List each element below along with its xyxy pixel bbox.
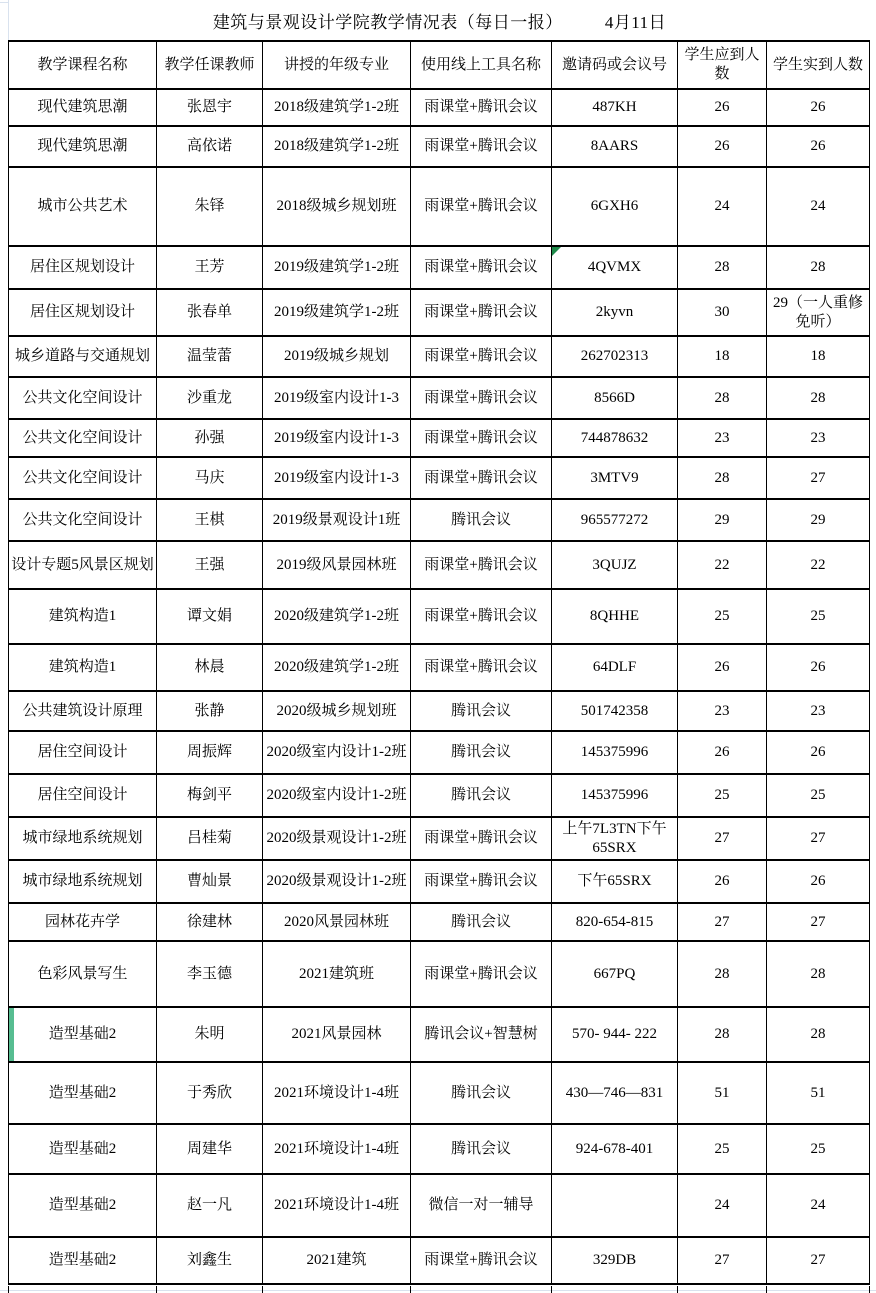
table-cell: 27 xyxy=(767,817,870,860)
table-cell: 王棋 xyxy=(157,499,263,541)
table-cell: 林晨 xyxy=(157,644,263,691)
table-cell: 28 xyxy=(678,457,767,499)
table-cell: 22 xyxy=(767,541,870,589)
table-cell: 965577272 xyxy=(552,499,678,541)
table-row xyxy=(9,1007,870,1062)
table-cell: 18 xyxy=(767,336,870,377)
table-cell: 30 xyxy=(678,289,767,336)
column-header-2: 教学任课教师 xyxy=(157,41,263,89)
table-row xyxy=(9,541,870,589)
table-cell: 27 xyxy=(678,903,767,941)
column-border-stub xyxy=(262,1286,263,1293)
table-cell: 25 xyxy=(767,589,870,644)
table-cell: 2020级建筑学1-2班 xyxy=(263,644,411,691)
table-cell: 2021环境设计1-4班 xyxy=(263,1124,411,1174)
table-cell: 园林花卉学 xyxy=(9,903,157,941)
table-cell: 4QVMX xyxy=(552,246,678,289)
table-row xyxy=(9,1062,870,1124)
table-cell: 667PQ xyxy=(552,941,678,1007)
table-cell: 24 xyxy=(678,167,767,246)
table-cell: 公共文化空间设计 xyxy=(9,457,157,499)
table-cell: 26 xyxy=(767,89,870,126)
column-header-3: 讲授的年级专业 xyxy=(263,41,411,89)
table-cell xyxy=(552,1174,678,1237)
table-cell: 雨课堂+腾讯会议 xyxy=(411,644,552,691)
table-cell: 430—746—831 xyxy=(552,1062,678,1124)
table-row xyxy=(9,941,870,1007)
table-cell: 26 xyxy=(678,731,767,774)
table-cell: 腾讯会议 xyxy=(411,731,552,774)
table-cell: 设计专题5风景区规划 xyxy=(9,541,157,589)
table-cell: 吕桂菊 xyxy=(157,817,263,860)
table-cell: 570- 944- 222 xyxy=(552,1007,678,1062)
table-cell: 腾讯会议 xyxy=(411,1124,552,1174)
table-row xyxy=(9,903,870,941)
table-cell: 城乡道路与交通规划 xyxy=(9,336,157,377)
table-cell: 2021环境设计1-4班 xyxy=(263,1062,411,1124)
table-cell: 51 xyxy=(678,1062,767,1124)
table-cell: 雨课堂+腾讯会议 xyxy=(411,589,552,644)
table-cell: 25 xyxy=(767,774,870,817)
table-cell: 3QUJZ xyxy=(552,541,678,589)
table-row xyxy=(9,731,870,774)
table-cell: 2019级景观设计1班 xyxy=(263,499,411,541)
table-cell: 2018级建筑学1-2班 xyxy=(263,89,411,126)
table-body xyxy=(9,89,870,1284)
table-cell: 2020级室内设计1-2班 xyxy=(263,774,411,817)
table-cell: 26 xyxy=(678,644,767,691)
table-cell: 刘鑫生 xyxy=(157,1237,263,1284)
column-border-stub xyxy=(677,1286,678,1293)
table-cell: 谭文娟 xyxy=(157,589,263,644)
table-cell: 145375996 xyxy=(552,731,678,774)
table-row xyxy=(9,1237,870,1284)
table-cell: 造型基础2 xyxy=(9,1007,157,1062)
table-row xyxy=(9,589,870,644)
table-cell: 于秀欣 xyxy=(157,1062,263,1124)
table-cell: 2021建筑 xyxy=(263,1237,411,1284)
table-cell: 公共文化空间设计 xyxy=(9,499,157,541)
table-row xyxy=(9,167,870,246)
table-cell: 居住空间设计 xyxy=(9,774,157,817)
table-cell: 29 xyxy=(767,499,870,541)
table-cell: 29（一人重修免听） xyxy=(767,289,870,336)
table-row xyxy=(9,774,870,817)
table-cell: 微信一对一辅导 xyxy=(411,1174,552,1237)
table-cell: 城市公共艺术 xyxy=(9,167,157,246)
column-border-stub xyxy=(156,1286,157,1293)
table-cell: 2020级室内设计1-2班 xyxy=(263,731,411,774)
table-row xyxy=(9,1124,870,1174)
table-cell: 28 xyxy=(767,246,870,289)
table-cell: 27 xyxy=(767,1237,870,1284)
table-cell: 23 xyxy=(678,419,767,457)
table-cell: 徐建林 xyxy=(157,903,263,941)
table-row xyxy=(9,336,870,377)
table-cell: 王强 xyxy=(157,541,263,589)
table-row xyxy=(9,644,870,691)
table-cell: 28 xyxy=(767,941,870,1007)
table-cell: 2018级城乡规划班 xyxy=(263,167,411,246)
table-cell: 23 xyxy=(678,691,767,731)
table-cell: 沙重龙 xyxy=(157,377,263,419)
table-cell: 2021环境设计1-4班 xyxy=(263,1174,411,1237)
table-cell: 3MTV9 xyxy=(552,457,678,499)
table-cell: 26 xyxy=(767,860,870,903)
table-cell: 居住空间设计 xyxy=(9,731,157,774)
gridline-bottom-horizontal xyxy=(0,1290,876,1291)
table-cell: 下午65SRX xyxy=(552,860,678,903)
table-cell: 建筑构造1 xyxy=(9,589,157,644)
table-cell: 2kyvn xyxy=(552,289,678,336)
table-cell: 28 xyxy=(678,941,767,1007)
table-cell: 24 xyxy=(678,1174,767,1237)
table-cell: 腾讯会议 xyxy=(411,1062,552,1124)
table-cell: 18 xyxy=(678,336,767,377)
table-cell: 27 xyxy=(767,903,870,941)
table-cell: 2020级景观设计1-2班 xyxy=(263,817,411,860)
teaching-report-table xyxy=(8,40,870,1285)
table-cell: 2019级室内设计1-3 xyxy=(263,419,411,457)
table-cell: 25 xyxy=(678,1124,767,1174)
table-cell: 26 xyxy=(678,89,767,126)
table-cell: 23 xyxy=(767,691,870,731)
table-row xyxy=(9,817,870,860)
table-cell: 雨课堂+腾讯会议 xyxy=(411,126,552,167)
table-cell: 城市绿地系统规划 xyxy=(9,817,157,860)
table-cell: 2021风景园林 xyxy=(263,1007,411,1062)
table-cell: 2019级风景园林班 xyxy=(263,541,411,589)
table-row xyxy=(9,126,870,167)
table-cell: 25 xyxy=(767,1124,870,1174)
table-cell: 28 xyxy=(678,246,767,289)
table-cell: 腾讯会议 xyxy=(411,903,552,941)
table-cell: 色彩风景写生 xyxy=(9,941,157,1007)
table-cell: 2021建筑班 xyxy=(263,941,411,1007)
table-row xyxy=(9,499,870,541)
table-cell: 262702313 xyxy=(552,336,678,377)
table-cell: 501742358 xyxy=(552,691,678,731)
table-cell: 26 xyxy=(678,126,767,167)
table-cell: 2020级建筑学1-2班 xyxy=(263,589,411,644)
table-cell: 雨课堂+腾讯会议 xyxy=(411,541,552,589)
column-border-stub xyxy=(551,1286,552,1293)
table-cell: 26 xyxy=(767,644,870,691)
table-row xyxy=(9,691,870,731)
table-cell: 24 xyxy=(767,1174,870,1237)
table-cell: 张恩宇 xyxy=(157,89,263,126)
table-cell: 27 xyxy=(767,457,870,499)
table-cell: 2019级建筑学1-2班 xyxy=(263,246,411,289)
table-cell: 26 xyxy=(767,126,870,167)
table-cell: 建筑构造1 xyxy=(9,644,157,691)
table-cell: 腾讯会议+智慧树 xyxy=(411,1007,552,1062)
table-cell: 28 xyxy=(678,1007,767,1062)
table-cell: 25 xyxy=(678,589,767,644)
table-cell: 赵一凡 xyxy=(157,1174,263,1237)
column-header-6: 学生应到人数 xyxy=(678,41,767,89)
table-row xyxy=(9,457,870,499)
table-cell: 腾讯会议 xyxy=(411,691,552,731)
cell-note-triangle-icon xyxy=(552,247,561,256)
table-cell: 梅剑平 xyxy=(157,774,263,817)
table-cell: 雨课堂+腾讯会议 xyxy=(411,817,552,860)
table-cell: 城市绿地系统规划 xyxy=(9,860,157,903)
table-cell: 居住区规划设计 xyxy=(9,246,157,289)
table-cell: 329DB xyxy=(552,1237,678,1284)
table-cell: 28 xyxy=(767,1007,870,1062)
table-cell: 雨课堂+腾讯会议 xyxy=(411,860,552,903)
table-cell: 马庆 xyxy=(157,457,263,499)
table-cell: 雨课堂+腾讯会议 xyxy=(411,457,552,499)
table-cell: 雨课堂+腾讯会议 xyxy=(411,941,552,1007)
table-cell: 张春单 xyxy=(157,289,263,336)
table-row xyxy=(9,860,870,903)
table-cell: 29 xyxy=(678,499,767,541)
table-cell: 6GXH6 xyxy=(552,167,678,246)
column-header-7: 学生实到人数 xyxy=(767,41,870,89)
report-date: 4月11日 xyxy=(604,12,667,32)
table-cell: 2020级城乡规划班 xyxy=(263,691,411,731)
table-cell: 27 xyxy=(678,817,767,860)
table-row xyxy=(9,1174,870,1237)
table-cell: 27 xyxy=(678,1237,767,1284)
table-row xyxy=(9,419,870,457)
table-cell: 2019级室内设计1-3 xyxy=(263,377,411,419)
table-cell: 2018级建筑学1-2班 xyxy=(263,126,411,167)
column-border-stub xyxy=(8,1286,9,1293)
table-cell: 雨课堂+腾讯会议 xyxy=(411,89,552,126)
table-cell: 造型基础2 xyxy=(9,1237,157,1284)
table-cell: 温莹蕾 xyxy=(157,336,263,377)
table-cell: 26 xyxy=(678,860,767,903)
table-cell: 居住区规划设计 xyxy=(9,289,157,336)
table-cell: 雨课堂+腾讯会议 xyxy=(411,167,552,246)
report-title-text: 建筑与景观设计学院教学情况表（每日一报） xyxy=(212,12,563,32)
table-cell: 雨课堂+腾讯会议 xyxy=(411,289,552,336)
table-cell: 26 xyxy=(767,731,870,774)
table-cell: 现代建筑思潮 xyxy=(9,126,157,167)
table-cell: 64DLF xyxy=(552,644,678,691)
table-cell: 王芳 xyxy=(157,246,263,289)
column-header-5: 邀请码或会议号 xyxy=(552,41,678,89)
table-cell: 2019级室内设计1-3 xyxy=(263,457,411,499)
table-cell: 朱铎 xyxy=(157,167,263,246)
table-cell: 公共文化空间设计 xyxy=(9,419,157,457)
table-cell: 23 xyxy=(767,419,870,457)
table-cell: 24 xyxy=(767,167,870,246)
table-row xyxy=(9,377,870,419)
table-cell: 造型基础2 xyxy=(9,1174,157,1237)
table-cell: 28 xyxy=(767,377,870,419)
table-cell: 8566D xyxy=(552,377,678,419)
table-cell: 51 xyxy=(767,1062,870,1124)
table-row xyxy=(9,289,870,336)
table-cell: 雨课堂+腾讯会议 xyxy=(411,336,552,377)
table-row xyxy=(9,89,870,126)
table-cell: 487KH xyxy=(552,89,678,126)
table-cell: 820-654-815 xyxy=(552,903,678,941)
table-cell: 2019级城乡规划 xyxy=(263,336,411,377)
table-cell: 上午7L3TN下午65SRX xyxy=(552,817,678,860)
table-cell: 现代建筑思潮 xyxy=(9,89,157,126)
table-cell: 公共文化空间设计 xyxy=(9,377,157,419)
header-row xyxy=(9,41,870,89)
table-cell: 造型基础2 xyxy=(9,1062,157,1124)
table-cell: 雨课堂+腾讯会议 xyxy=(411,246,552,289)
table-cell: 孙强 xyxy=(157,419,263,457)
column-header-4: 使用线上工具名称 xyxy=(411,41,552,89)
table-cell: 8AARS xyxy=(552,126,678,167)
table-cell: 2020级景观设计1-2班 xyxy=(263,860,411,903)
table-cell: 曹灿景 xyxy=(157,860,263,903)
table-cell: 145375996 xyxy=(552,774,678,817)
table-cell: 雨课堂+腾讯会议 xyxy=(411,377,552,419)
table-cell: 周建华 xyxy=(157,1124,263,1174)
page-title xyxy=(9,0,870,40)
table-cell: 雨课堂+腾讯会议 xyxy=(411,1237,552,1284)
table-cell: 25 xyxy=(678,774,767,817)
table-cell: 22 xyxy=(678,541,767,589)
table-cell: 高依诺 xyxy=(157,126,263,167)
table-cell: 2020风景园林班 xyxy=(263,903,411,941)
column-border-stub xyxy=(869,1286,870,1293)
table-cell: 雨课堂+腾讯会议 xyxy=(411,419,552,457)
table-cell: 腾讯会议 xyxy=(411,499,552,541)
table-cell: 李玉德 xyxy=(157,941,263,1007)
table-cell: 周振辉 xyxy=(157,731,263,774)
table-cell: 28 xyxy=(678,377,767,419)
table-cell: 公共建筑设计原理 xyxy=(9,691,157,731)
column-header-1: 教学课程名称 xyxy=(9,41,157,89)
column-border-stub xyxy=(410,1286,411,1293)
table-cell: 腾讯会议 xyxy=(411,774,552,817)
table-row xyxy=(9,246,870,289)
table-cell: 744878632 xyxy=(552,419,678,457)
table-cell: 924-678-401 xyxy=(552,1124,678,1174)
table-cell: 造型基础2 xyxy=(9,1124,157,1174)
table-cell: 2019级建筑学1-2班 xyxy=(263,289,411,336)
table-cell: 张静 xyxy=(157,691,263,731)
column-border-stub xyxy=(766,1286,767,1293)
table-cell: 8QHHE xyxy=(552,589,678,644)
table-cell: 朱明 xyxy=(157,1007,263,1062)
gridline-top-horizontal xyxy=(0,2,9,3)
gridline-left-vertical xyxy=(8,0,9,40)
